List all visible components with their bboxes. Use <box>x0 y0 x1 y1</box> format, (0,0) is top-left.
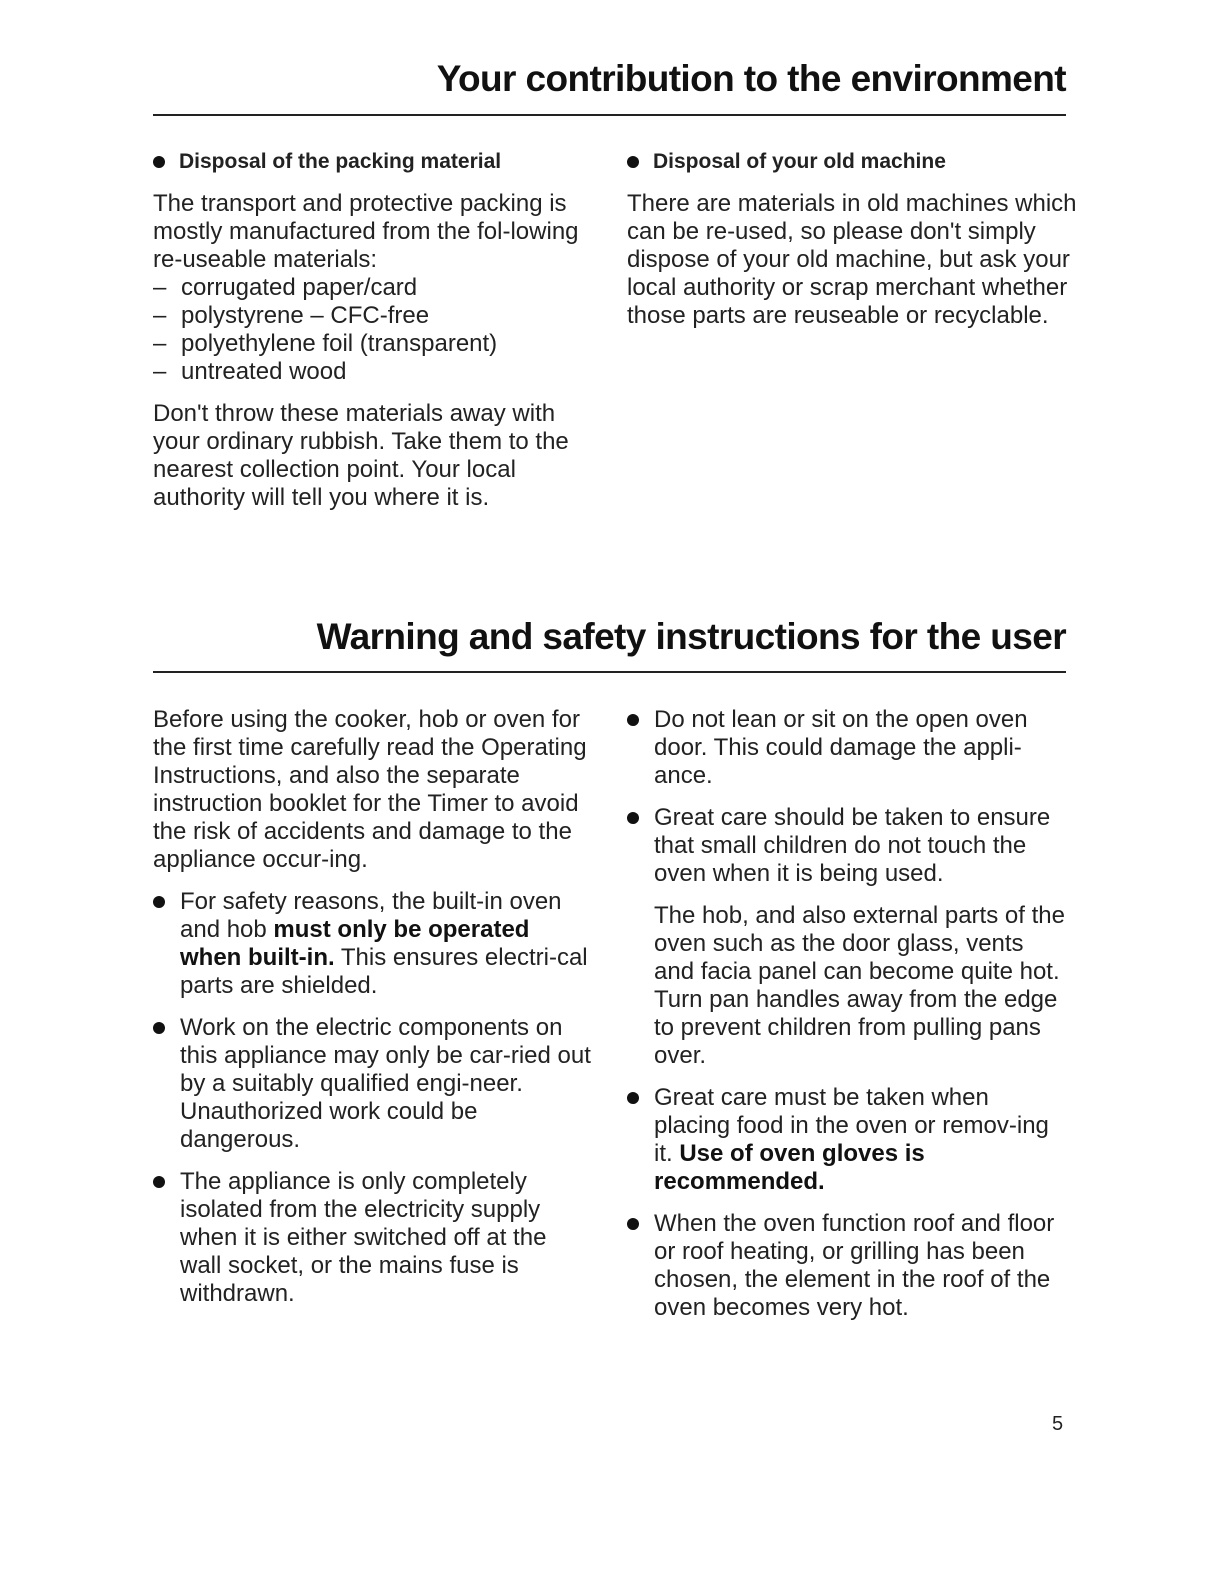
built-in-emphasis: must only be operated when built-in. <box>180 916 530 971</box>
children-text: Great care should be taken to ensure that small children do not touch the oven when it is being used. <box>654 804 1051 887</box>
packing-heading <box>153 148 593 176</box>
list-item: – polyethylene foil (transparent) <box>153 330 593 358</box>
bullet-icon <box>627 714 639 726</box>
safety-intro: Before using the cooker, hob or oven for the first time carefully read the Operating Instructions, and also the separate instruction booklet for the Timer to avoid the risk of accidents and damage to the appliance occur-ing. <box>153 706 587 873</box>
list-item: – untreated wood <box>153 358 593 386</box>
roof-heating-text: When the oven function roof and floor or roof heating, or grilling has been chosen, the element in the roof of the oven becomes very hot. <box>654 1210 1055 1321</box>
packing-intro: The transport and protective packing is mostly manufactured from the fol-lowing re-useable materials: <box>153 190 579 273</box>
packing-disposal-section <box>153 148 593 512</box>
bullet-icon <box>627 1092 639 1104</box>
bullet-icon <box>153 156 165 168</box>
bullet-icon <box>153 896 165 908</box>
built-in-text: For safety reasons, the built-in oven and hob must only be operated when built-in. This ensures electri-cal parts are shielded. <box>180 888 588 999</box>
bullet-icon <box>153 1176 165 1188</box>
hot-parts-text: The hob, and also external parts of the oven such as the door glass, vents and facia panel can become quite hot. Turn pan handles away from the edge to prevent children from pulling pans over. <box>654 902 1065 1069</box>
oven-door-text: Do not lean or sit on the open oven door. This could damage the appli-ance. <box>654 706 1028 789</box>
bullet-icon <box>627 156 639 168</box>
safety-right-column <box>627 706 1067 1336</box>
bullet-icon <box>627 1218 639 1230</box>
placing-food-item <box>627 1084 1067 1196</box>
packing-advice: Don't throw these materials away with your ordinary rubbish. Take them to the nearest collection point. Your local authority will tell you where it is. <box>153 400 569 511</box>
safety-left-column <box>153 706 593 1322</box>
bullet-icon <box>627 812 639 824</box>
list-item: – corrugated paper/card <box>153 274 593 302</box>
bullet-icon <box>153 1022 165 1034</box>
children-item <box>627 804 1067 1070</box>
safety-divider <box>153 671 1066 673</box>
roof-heating-item <box>627 1210 1067 1322</box>
old-machine-text: There are materials in old machines which can be re-used, so please don't simply dispose of your old machine, but ask your local authority or scrap merchant whether those parts are reuseable or recyclable. <box>627 190 1077 329</box>
materials-list <box>153 274 593 386</box>
isolation-text: The appliance is only completely isolated from the electricity supply when it is either switched off at the wall socket, or the mains fuse is withdrawn. <box>180 1168 547 1307</box>
isolation-item <box>153 1168 593 1308</box>
old-machine-section <box>627 148 1077 330</box>
old-machine-heading <box>627 148 1077 176</box>
page-number: 5 <box>1052 1413 1064 1435</box>
packing-heading-text: Disposal of the packing material <box>179 150 502 173</box>
list-item: – polystyrene – CFC-free <box>153 302 593 330</box>
placing-food-text: Great care must be taken when placing food in the oven or remov-ing it. Use of oven gloves is recommended. <box>654 1084 1049 1195</box>
built-in-item <box>153 888 593 1000</box>
environment-divider <box>153 114 1066 116</box>
old-machine-heading-text: Disposal of your old machine <box>653 150 946 173</box>
safety-title: Warning and safety instructions for the user <box>316 616 1066 657</box>
oven-gloves-emphasis: Use of oven gloves is recommended. <box>654 1140 925 1195</box>
environment-title: Your contribution to the environment <box>436 58 1066 99</box>
electric-work-text: Work on the electric components on this appliance may only be car-ried out by a suitably qualified engi-neer. Unauthorized work could be dangerous. <box>180 1014 591 1153</box>
oven-door-item <box>627 706 1067 790</box>
electric-work-item <box>153 1014 593 1154</box>
